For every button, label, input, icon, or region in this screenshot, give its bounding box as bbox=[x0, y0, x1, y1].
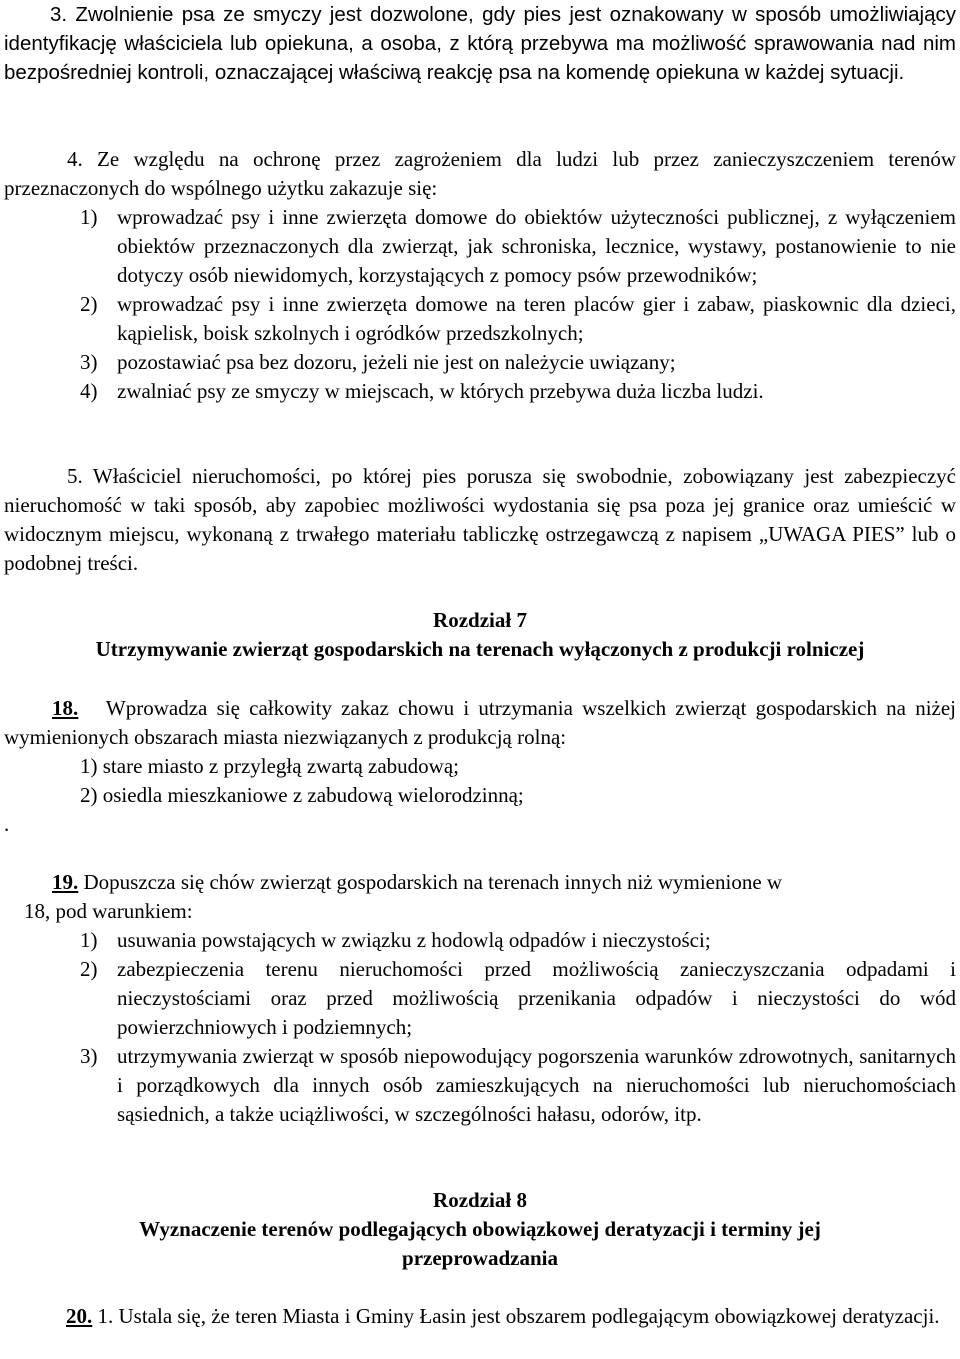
section-19-list bbox=[4, 926, 956, 1129]
list-item: 4) zwalniać psy ze smyczy w miejscach, w których przebywa duża liczba ludzi. bbox=[80, 379, 764, 403]
section-18-text: Wprowadza się całkowity zakaz chowu i utrzymania wszelkich zwierząt gospodarskich na niżej wymienionych obszarach miasta niezwiązanych z produkcją rolną: bbox=[4, 696, 957, 749]
paragraph-4 bbox=[4, 145, 956, 406]
chapter-7-subtitle: Utrzymywanie zwierząt gospodarskich na terenach wyłączonych z produkcji rolniczej bbox=[95, 637, 865, 661]
paragraph-5 bbox=[4, 462, 956, 578]
chapter-8-title: Rozdział 8 bbox=[433, 1188, 527, 1212]
section-18-item: 2) osiedla mieszkaniowe z zabudową wielorodzinną; bbox=[80, 783, 524, 807]
chapter-8-subtitle: Wyznaczenie terenów podlegających obowiązkowej deratyzacji i terminy jej przeprowadzania bbox=[139, 1217, 821, 1270]
list-item: 1) usuwania powstających w związku z hodowlą odpadów i nieczystości; bbox=[80, 928, 711, 952]
list-item: 2) wprowadzać psy i inne zwierzęta domowe na teren placów gier i zabaw, piaskownic dla dzieci, kąpielisk, boisk szkolnych i ogródków przedszkolnych; bbox=[80, 292, 956, 345]
section-20 bbox=[4, 1302, 956, 1331]
section-19 bbox=[4, 868, 956, 1129]
paragraph-3-text: 3. Zwolnienie psa ze smyczy jest dozwolone, gdy pies jest oznakowany w sposób umożliwiający identyfikację właściciela lub opiekuna, a osoba, z którą przebywa ma możliwość sprawowania nad nim bezpośredniej kontroli, oznaczającej właściwą reakcję psa na komendę opiekuna w każdej sytuacji. bbox=[4, 3, 956, 84]
section-20-text: 1. Ustala się, że teren Miasta i Gminy Łasin jest obszarem podlegającym obowiązkowej deratyzacji. bbox=[97, 1304, 940, 1328]
section-18-mark: 18. bbox=[52, 696, 79, 720]
chapter-8-heading bbox=[4, 1186, 956, 1273]
list-item: 1) wprowadzać psy i inne zwierzęta domowe do obiektów użyteczności publicznej, z wyłączeniem obiektów przeznaczonych dla zwierząt, jak schroniska, lecznice, wystawy, postanowienie to nie dotyczy osób niewidomych, korzystających z pomocy psów przewodników; bbox=[80, 205, 956, 287]
section-18-dot: . bbox=[4, 812, 10, 836]
list-item: 3) utrzymywania zwierząt w sposób niepowodujący pogorszenia warunków zdrowotnych, sanitarnych i porządkowych dla innych osób zamieszkujących na nieruchomości lub nieruchomościach sąsiednich, a także uciążliwości, w szczególności hałasu, odorów, itp. bbox=[80, 1044, 956, 1126]
list-item: 2) zabezpieczenia terenu nieruchomości przed możliwością zanieczyszczania odpadami i nieczystościami oraz przed możliwością przenikania odpadów i nieczystości do wód powierzchniowych i podziemnych; bbox=[80, 957, 956, 1039]
paragraph-4-list bbox=[4, 203, 956, 406]
paragraph-4-intro: 4. Ze względu na ochronę przez zagrożeniem dla ludzi lub przez zanieczyszczeniem terenów przeznaczonych do wspólnego użytku zakazuje się: bbox=[4, 147, 956, 200]
chapter-7-heading bbox=[4, 606, 956, 664]
section-19-mark: 19. bbox=[52, 870, 79, 894]
list-item: 3) pozostawiać psa bez dozoru, jeżeli nie jest on należycie uwiązany; bbox=[80, 350, 676, 374]
chapter-7-title: Rozdział 7 bbox=[433, 608, 527, 632]
section-20-mark: 20. bbox=[66, 1304, 93, 1328]
section-19-text-2: 18, pod warunkiem: bbox=[24, 899, 193, 923]
paragraph-5-text: 5. Właściciel nieruchomości, po której pies porusza się swobodnie, zobowiązany jest zabezpieczyć nieruchomość w taki sposób, aby zapobiec możliwości wydostania się psa poza jej granice oraz umieścić w widocznym miejscu, wykonaną z trwałego materiału tabliczkę ostrzegawczą z napisem „UWAGA PIES” lub o podobnej treści. bbox=[4, 464, 956, 575]
section-19-text: Dopuszcza się chów zwierząt gospodarskich na terenach innych niż wymienione w bbox=[83, 870, 783, 894]
section-18-item: 1) stare miasto z przyległą zwartą zabudową; bbox=[80, 754, 459, 778]
section-18 bbox=[4, 694, 956, 839]
paragraph-3 bbox=[4, 0, 956, 87]
